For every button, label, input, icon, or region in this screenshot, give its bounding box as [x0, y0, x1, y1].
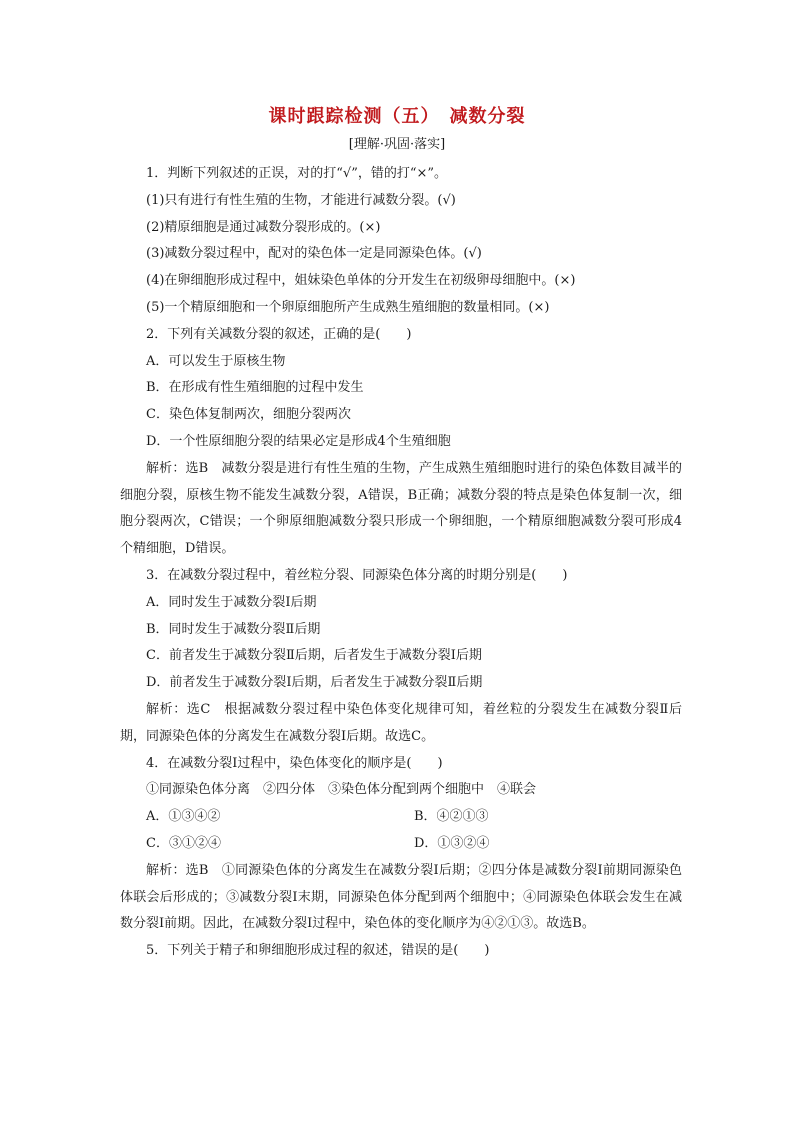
q2-option-d: D．一个性原细胞分裂的结果必定是形成4个生殖细胞 [146, 433, 451, 449]
q3-option-d: D．前者发生于减数分裂Ⅰ后期，后者发生于减数分裂Ⅱ后期 [146, 675, 483, 691]
question-4-stem: 4．在减数分裂Ⅰ过程中，染色体变化的顺序是( ) [146, 755, 443, 771]
section-subtitle: [理解·巩固·落实] [348, 137, 446, 152]
q1-item-4: (4)在卵细胞形成过程中，姐妹染色单体的分开发生在初级卵母细胞中。(×) [146, 273, 576, 289]
q2-analysis: 解析：选B 减数分裂是进行有性生殖的生物，产生成熟生殖细胞时进行的染色体数目减半的细胞分裂，原核生物不能发生减数分裂，A错误，B正确；减数分裂的特点是染色体复制一次，细胞分裂两次，C错误；一个卵原细胞减数分裂只形成一个卵细胞，一个精原细胞减数分裂可形成4个精细胞，D错误。 [120, 460, 682, 557]
q3-option-c: C．前者发生于减数分裂Ⅱ后期，后者发生于减数分裂Ⅰ后期 [146, 648, 482, 664]
q2-option-c: C．染色体复制两次，细胞分裂两次 [146, 407, 351, 423]
q4-analysis: 解析：选B ①同源染色体的分离发生在减数分裂Ⅰ后期；②四分体是减数分裂Ⅰ前期同源染色体联会后形成的；③减数分裂Ⅰ末期，同源染色体分配到两个细胞中；④同源染色体联会发生在减数分裂Ⅰ前期。因此，在减数分裂Ⅰ过程中，染色体的变化顺序为④②①③。故选B。 [120, 862, 682, 932]
q1-item-1: (1)只有进行有性生殖的生物，才能进行减数分裂。(√) [146, 192, 456, 208]
question-3-stem: 3．在减数分裂过程中，着丝粒分裂、同源染色体分离的时期分别是( ) [146, 567, 568, 583]
document-body [120, 161, 682, 965]
question-5-stem: 5．下列关于精子和卵细胞形成过程的叙述，错误的是( ) [146, 943, 490, 959]
q1-item-2: (2)精原细胞是通过减数分裂形成的。(×) [146, 219, 381, 235]
q4-option-a: A．①③④② [146, 809, 221, 825]
q3-option-b: B．同时发生于减数分裂Ⅱ后期 [146, 621, 321, 637]
question-1-stem: 1．判断下列叙述的正误，对的打“√”，错的打“×”。 [146, 166, 448, 181]
q1-item-5: (5)一个精原细胞和一个卵原细胞所产生成熟生殖细胞的数量相同。(×) [146, 299, 550, 315]
q3-option-a: A．同时发生于减数分裂Ⅰ后期 [146, 594, 317, 610]
q1-item-3: (3)减数分裂过程中，配对的染色体一定是同源染色体。(√) [146, 246, 482, 262]
q4-option-b: B．④②①③ [414, 809, 489, 825]
q4-options-row-1 [120, 804, 682, 831]
q3-analysis: 解析：选C 根据减数分裂过程中染色体变化规律可知，着丝粒的分裂发生在减数分裂Ⅱ后期，同源染色体的分离发生在减数分裂Ⅰ后期。故选C。 [120, 701, 682, 744]
question-2-stem: 2．下列有关减数分裂的叙述，正确的是( ) [146, 326, 412, 342]
q2-option-a: A．可以发生于原核生物 [146, 353, 286, 369]
q2-option-b: B．在形成有性生殖细胞的过程中发生 [146, 380, 364, 396]
q4-option-c: C．③①②④ [146, 835, 221, 851]
q4-choices-line: ①同源染色体分离 ②四分体 ③染色体分配到两个细胞中 ④联会 [146, 782, 537, 798]
page-title: 课时跟踪检测（五） 减数分裂 [268, 106, 526, 127]
q4-options-row-2 [120, 831, 682, 858]
q4-option-d: D．①③②④ [414, 835, 490, 851]
